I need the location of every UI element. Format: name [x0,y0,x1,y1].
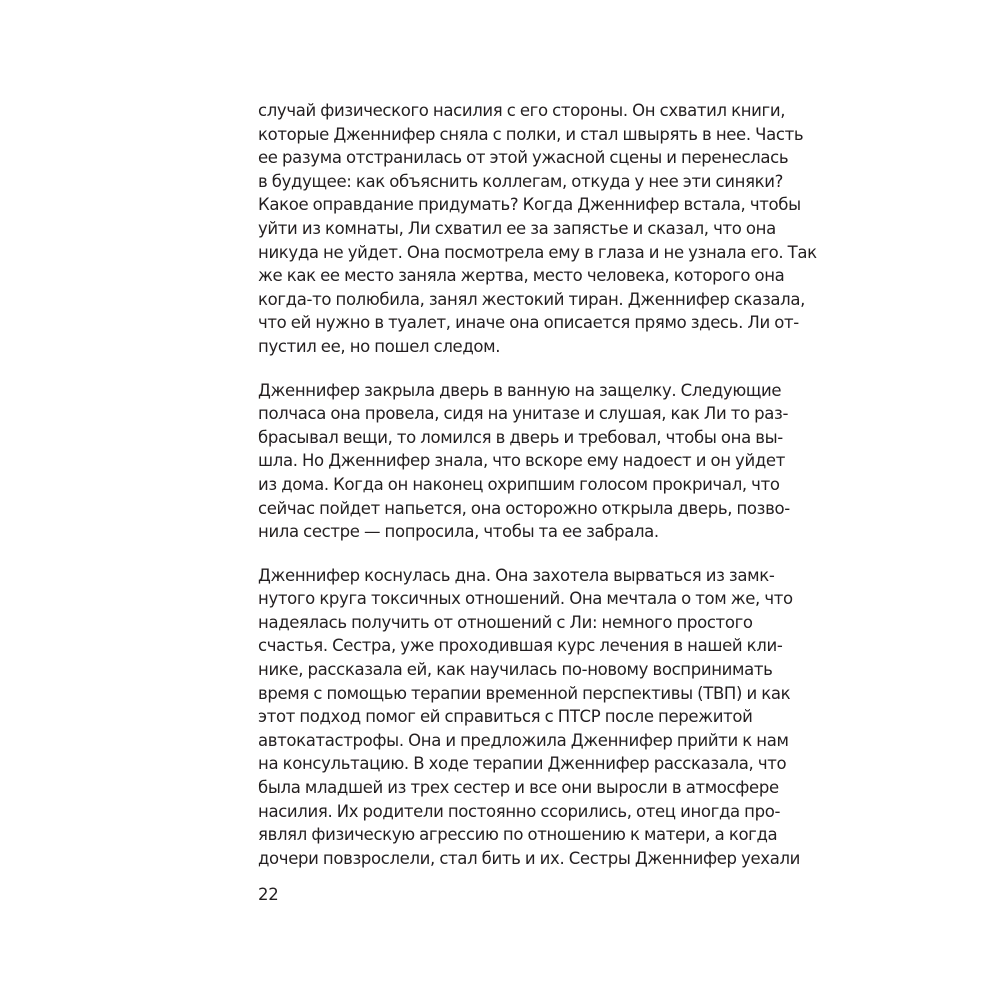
text-line: являл физическую агрессию по отношению к матери, а когда [258,825,778,845]
text-line: Дженнифер закрыла дверь в ванную на защелку. Следующие [258,380,782,400]
page-number: 22 [258,885,279,904]
text-line: нила сестре — попросила, чтобы та ее забрала. [258,522,659,542]
text-line: ее разума отстранилась от этой ужасной сцены и перенеслась [258,148,789,168]
text-line: же как ее место заняла жертва, место человека, которого она [258,266,785,286]
text-line: счастья. Сестра, уже проходившая курс лечения в нашей кли- [258,636,783,656]
text-line: надеялась получить от отношений с Ли: немного простого [258,612,753,632]
text-line: дочери повзрослели, стал бить и их. Сестры Дженнифер уехали [258,848,801,868]
text-line: время с помощью терапии временной перспективы (ТВП) и как [258,683,791,703]
text-line: брасывал вещи, то ломился в дверь и требовал, чтобы она вы- [258,427,783,447]
text-line: случай физического насилия с его стороны. Он схватил книги, [258,101,786,120]
paragraph-1 [258,99,817,359]
text-line: из дома. Когда он наконец охрипшим голосом прокричал, что [258,474,780,494]
text-line: уйти из комнаты, Ли схватил ее за запястье и сказал, что она [258,218,776,238]
paragraph-3 [258,564,801,871]
text-line: которые Дженнифер сняла с полки, и стал швырять в нее. Часть [258,124,804,144]
text-line: Какое оправдание придумать? Когда Дженнифер встала, чтобы [258,195,801,215]
text-line: автокатастрофы. Она и предложила Дженнифер прийти к нам [258,730,789,750]
paragraph-2 [258,379,790,544]
text-line: в будущее: как объяснить коллегам, откуда у нее эти синяки? [258,171,784,191]
text-line: на консультацию. В ходе терапии Дженнифер рассказала, что [258,754,787,774]
text-line: нутого круга токсичных отношений. Она мечтала о том же, что [258,589,793,609]
text-line: Дженнифер коснулась дна. Она захотела вырваться из замк- [258,565,775,585]
text-line: была младшей из трех сестер и все они выросли в атмосфере [258,778,779,798]
text-line: никуда не уйдет. Она посмотрела ему в глаза и не узнала его. Так [258,242,817,262]
page-body [258,99,817,890]
text-line: сейчас пойдет напьется, она осторожно открыла дверь, позво- [258,498,790,518]
text-line: когда-то полюбила, занял жестокий тиран. Дженнифер сказала, [258,289,806,309]
text-line: насилия. Их родители постоянно ссорились, отец иногда про- [258,801,781,821]
text-line: полчаса она провела, сидя на унитазе и слушая, как Ли то раз- [258,404,789,424]
text-line: шла. Но Дженнифер знала, что вскоре ему надоест и он уйдет [258,451,785,471]
text-line: что ей нужно в туалет, иначе она описается прямо здесь. Ли от- [258,313,799,333]
text-line: этот подход помог ей справиться с ПТСР после пережитой [258,707,753,727]
text-line: пустил ее, но пошел следом. [258,336,501,356]
text-line: нике, рассказала ей, как научилась по-новому воспринимать [258,660,773,680]
